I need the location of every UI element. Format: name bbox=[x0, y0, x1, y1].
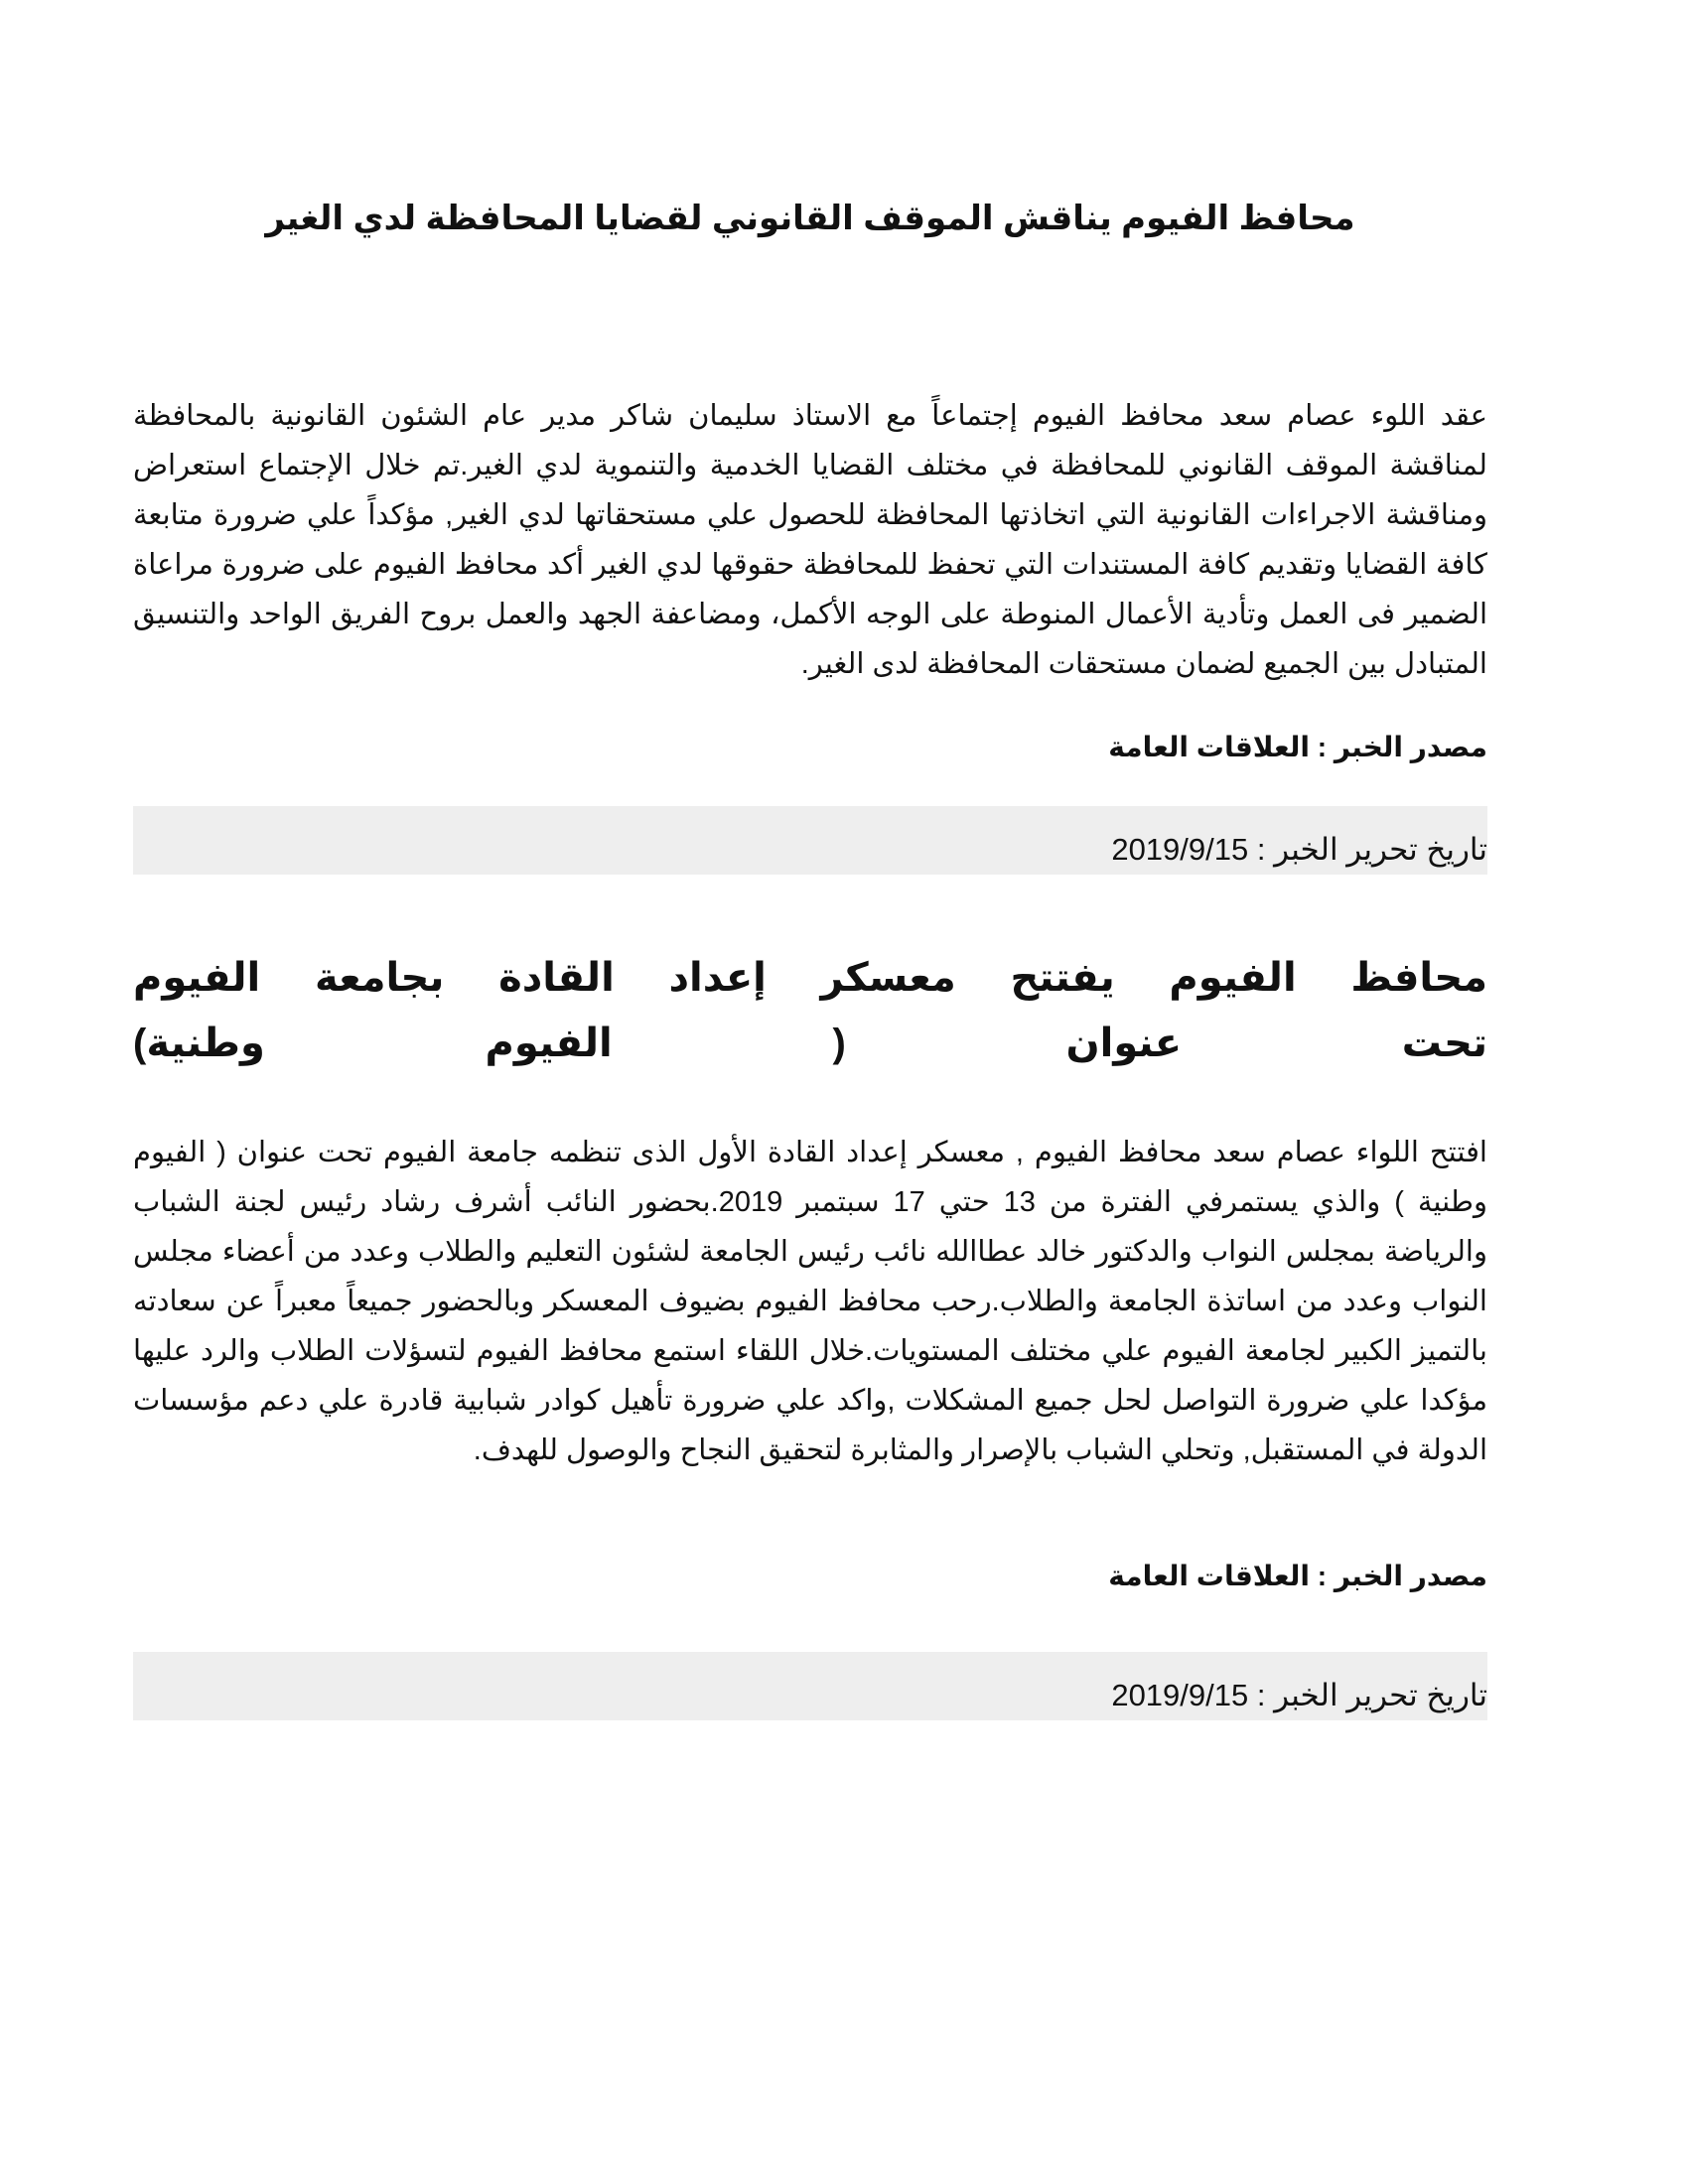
article-1-body: عقد اللوء عصام سعد محافظ الفيوم إجتماعاً مع الاستاذ سليمان شاكر مدير عام الشئون القانونية بالمحافظة لمناقشة الموقف القانوني للمحافظة في مختلف القضايا الخدمية والتنموية لدي الغير.تم خلال الإجتماع استعراض ومناقشة الاجراءات القانونية التي اتخاذتها المحافظة للحصول علي مستحقاتها لدي الغير, مؤكداً علي ضرورة متابعة كافة القضايا وتقديم كافة المستندات التي تحفظ للمحافظة حقوقها لدي الغير أكد محافظ الفيوم على ضرورة مراعاة الضمير فى العمل وتأدية الأعمال المنوطة على الوجه الأكمل، ومضاعفة الجهد والعمل بروح الفريق الواحد والتنسيق المتبادل بين الجميع لضمان مستحقات المحافظة لدى الغير. bbox=[133, 400, 1487, 680]
article-2-source: مصدر الخبر : العلاقات العامة bbox=[1108, 1561, 1487, 1591]
article-1-date-box bbox=[133, 806, 1487, 875]
title-word: الفيوم bbox=[485, 1022, 613, 1065]
title-word: وطنية) bbox=[133, 1022, 265, 1065]
article-1-date: تاريخ تحرير الخبر : 2019/9/15 bbox=[1111, 832, 1487, 867]
article-2-title bbox=[133, 945, 1487, 1076]
title-word: محافظ bbox=[1350, 956, 1487, 1000]
title-word: القادة bbox=[498, 956, 615, 1000]
title-word: الفيوم bbox=[1169, 956, 1297, 1000]
article-2-body: افتتح اللواء عصام سعد محافظ الفيوم , معسكر إعداد القادة الأول الذى تنظمه جامعة الفيوم تحت عنوان ( الفيوم وطنية ) والذي يستمرفي الفترة من 13 حتي 17 سبتمبر 2019.بحضور النائب أشرف رشاد رئيس لجنة الشباب والرياضة بمجلس النواب والدكتور خالد عطاالله نائب رئيس الجامعة لشئون التعليم والطلاب وعدد من أعضاء مجلس النواب وعدد من اساتذة الجامعة والطلاب.رحب محافظ الفيوم بضيوف المعسكر وبالحضور جميعاً معبراً عن سعادته بالتميز الكبير لجامعة الفيوم علي مختلف المستويات.خلال اللقاء استمع محافظ الفيوم لتسؤلات الطلاب والرد عليها مؤكدا علي ضرورة التواصل لحل جميع المشكلات ,واكد علي ضرورة تأهيل كوادر شبابية قادرة علي دعم مؤسسات الدولة في المستقبل, وتحلي الشباب بالإصرار والمثابرة لتحقيق النجاح والوصول للهدف. bbox=[133, 1137, 1488, 1466]
title-word: عنوان bbox=[1065, 1022, 1183, 1065]
title-word: بجامعة bbox=[314, 956, 445, 1000]
article-2-date-box bbox=[133, 1652, 1487, 1720]
article-2-date: تاريخ تحرير الخبر : 2019/9/15 bbox=[1111, 1678, 1487, 1712]
title-word: يفتتح bbox=[1010, 956, 1115, 1000]
title-word: تحت bbox=[1401, 1022, 1487, 1065]
title-word: ( bbox=[832, 1022, 846, 1065]
article-1-source: مصدر الخبر : العلاقات العامة bbox=[1108, 732, 1487, 762]
title-word: الفيوم bbox=[133, 956, 261, 1000]
article-2-title-line-2 bbox=[133, 1011, 1487, 1076]
article-1-title: محافظ الفيوم يناقش الموقف القانوني لقضايا المحافظة لدي الغير bbox=[265, 200, 1355, 237]
title-word: إعداد bbox=[668, 956, 767, 1000]
article-2-title-line-1 bbox=[133, 945, 1487, 1011]
title-word: معسكر bbox=[820, 956, 956, 1000]
